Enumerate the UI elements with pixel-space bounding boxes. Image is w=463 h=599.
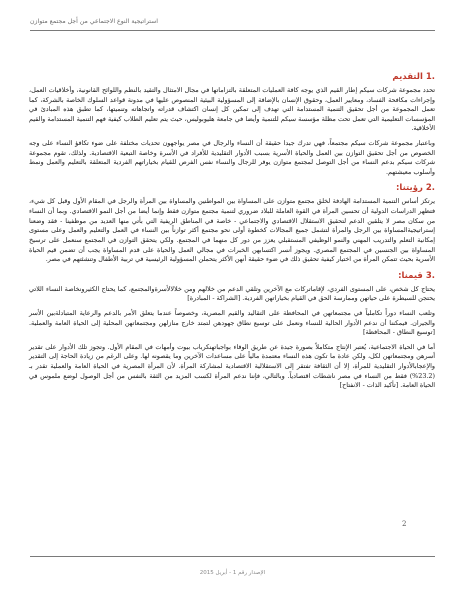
- paragraph: وباعتبار مجموعة شركات سيكم مجتمعاً، فهي تدرك جيدا حقيقة أن النساء والرجال في مصر يواجهون تحديات مختلفة على ضوء تكافؤ النساء على وجه الخصوص من أجل تحقيق التوازن بين العمل والحياة الأسرية بسبب الأدوار التقليدية للأفراد في الأسرة وخاصة التبعية الاقتصادية. ولذلك، تقوم مجموعة شركات سيكم بدعم النساء من أجل التوصل لمجتمع متوازن يوفر للرجال والنساء نفس الفرص للقيام بخياراتهم الفردية المتعلقة بالتعليم والعمل ونمط وأسلوب معيشتهم.: [29, 139, 435, 176]
- section-introduction: [29, 72, 435, 177]
- section-heading: .1 التقديم: [392, 72, 435, 82]
- document-body: [29, 72, 435, 397]
- paragraph: يحتاج كل شخص، على المستوى الفردي، لإقاماتركات مع الآخرين وتلقي الدعم من خلالهم ومن خلالالأسرةوالمجتمع، كما يحتاج الكثيرونخاصة النساء اللاتي يحتجن للسيطرة على حياتهن وممارسة الحق في القيام بخياراتهن الفردية. [الشراكة - المبادرة]: [29, 284, 435, 303]
- header-title: استراتيجية النوع الاجتماعي من أجل مجتمع متوازن: [30, 18, 159, 25]
- page-number: 2: [402, 520, 407, 528]
- paragraph: وتلعب النساء دوراً تكاملياً في مجتمعاتهن في المحافظة على التقاليد والقيم المصرية، وخصوصاً عندما يتعلق الأمر بالدعم والرعاية المتبادلةبين الأسر والجيران. فيمكننا أن ندعم الأدوار الحالية للنساء ونعمل على توسيع نطاق جهودهن لتمتد خارج منازلهن ومجتمعاتهن المحلية إلى الحياة العامة والعملية. [توسيع النطاق - المحافظة]: [29, 308, 435, 337]
- running-header: [30, 8, 435, 31]
- section-values: [29, 271, 435, 391]
- section-heading: .3 قيمنا:: [398, 270, 435, 281]
- paragraph: تحدد مجموعة شركات سيكم إطار القيم الذي يوجه كافة العمليات المتعلقة بالتزاماتها في مجال الامتثال والتقيد بالنظم واللوائح القانونية، وأخلاقيات العمل، وإجراءات مكافحة الفساد، ومعايير العمل، وحقوق الإنسان بالإضافة إلى المسؤولية البيئية المنصوص عليها في مدونة قواعد السلوك الخاصة بالشركة، كما تعمل المجموعة من أجل تحقيق التنمية المستدامة التي تهدف إلى تمكين كل إنسان اكتشاف قدراته واتجاهاته وتنميتها، كما تطبق هذه المبادئ في المؤسسات التعليمية التي تعمل تحت مظلة مؤسسة سيكم للتنمية وأيضا في جامعة هليوبوليس، حيث يتم تعليم الطلاب كيفية فهم التنمية المستدامة والقيم الأخلاقية.: [29, 86, 435, 133]
- section-heading: .2 رؤيتنا:: [395, 183, 435, 194]
- footer-text: الإصدار رقم 1 - أبريل 2015: [199, 570, 266, 576]
- paragraph: يرتكز أساس التنمية المستدامة الهادفة لخلق مجتمع متوازن على المساواة بين المواطنين والمساواة بين المرأة والرجل في المقام الأول وقبل كل شيء، فتظهر الدراسات الدولية أن تحسين المرأة في القوة العاملة للبلاد ضروري لتنمية مجتمع متوازن فقط وإنما أيضا من أجل النمو الاقتصادي. وبما أن النساء من سكان مصر لا يتلقين الدعم لتحقيق الاستقلال الاقتصادي والاجتماعي - خاصة في المناطق الريفية التي بأتي منها العديد من موظفينا - فقد وضعنا إستراتيجيةالمساواة بين الرجل والمرأة لتشمل جميع المجالات كخطوة أولى نحو مجتمع أكثر توازناً بين النساء في العمل والتعليم والعمل وعلى مستوى إمكانية التعلم والتدريب المهني والنمو الوظيفي المستقبلي يعزز من دور كل منهما في المجتمع. ولكي يتحقق التوازن في المجتمع سنعمل على ترسيخ المساواة بين الجنسين في المجتمع المصري. ويجوز أنسر اكتسابهن الخبرات في مجالي العمل والحياة على قدم المساواة يجب أن تضمن قيم الحياة الأسرية بحيث تتمكن المرأة من اختيار كيفية تحقيق ذلك في ضوء حقيقة أنهن الأكثر يتحملن المسؤولية الرئيسية في تربية الأطفال وتنشئتهم في مصر.: [29, 197, 435, 264]
- paragraph: أما في الحياة الاجتماعية، يُعتبر الإنتاج متكاملاً بصورة جيدة عن طريق الوفاء بواجباتهنكرباب بيوت وأمهات في المقام الأول. وتجوز تلك الأدوار على تقدير أسرهن ومجتمعاتهن لكل، ولكن عادة ما تكون هذه النساء معتمدة مالياً على مساعدات الآخرين وما يقصونه لها. وعلى الرغم من زيادة الحاجة إلى التقدير والإعجابالأدوار التقليدية للمرأة، إلا أن الثقافة تفتقر إلى الاستقلالية الاقتصادية لمشاركة المرأة. لأن المرأة المصرية في الحياة العامة والعملية تقدر بـ (23.2%) فقط من النساء في مصر ناشطات اقتصادياً. وبالتالي، فإننا ندعم المرأة لكسب المزيد من الثقة بالنفس من أجل الوصول لوضع ملموس في الحياة العامة. [تأكيد الذات - الانفتاح]: [29, 342, 435, 390]
- running-footer: [30, 556, 435, 578]
- section-vision: [29, 183, 435, 264]
